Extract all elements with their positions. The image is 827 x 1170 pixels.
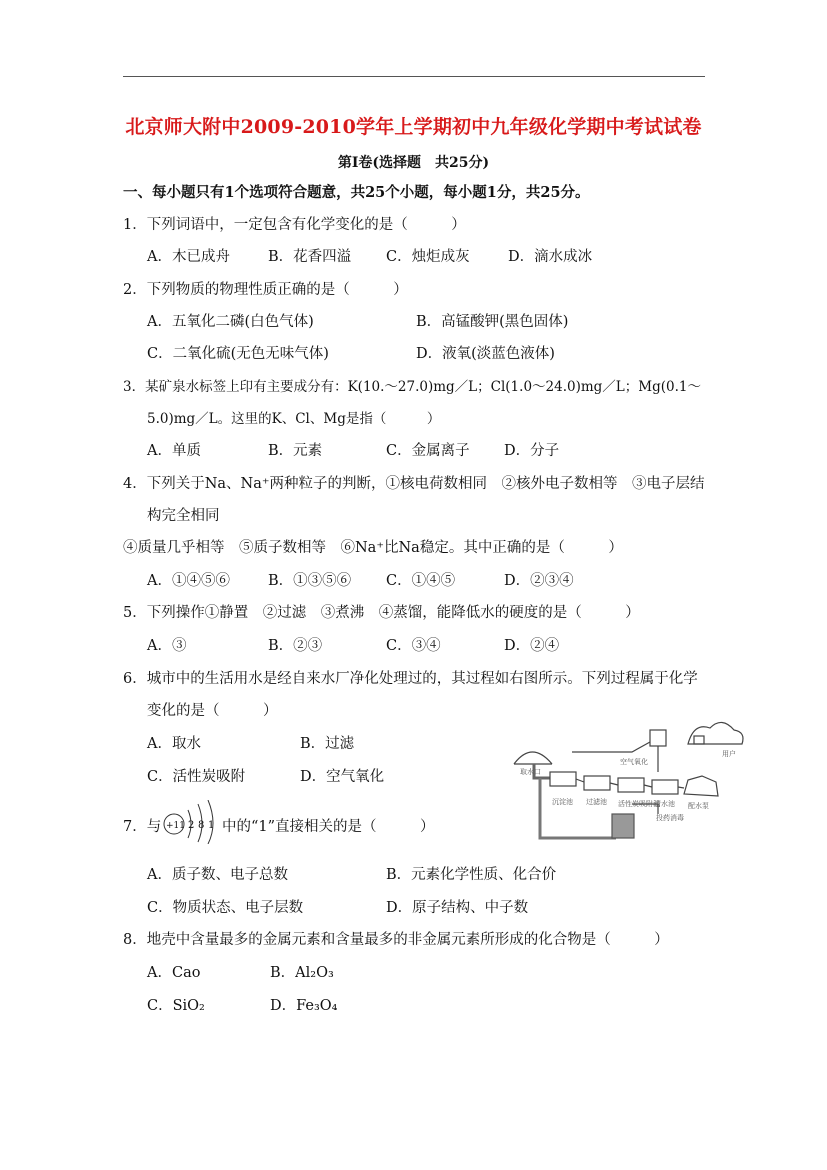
- question-1-stem: 1．下列词语中，一定包含有化学变化的是（ ）: [123, 217, 466, 233]
- question-3-stem-line-1: 3．某矿泉水标签上印有主要成分有：K(10.～27.0)mg／L；Cl(1.0～24.0)mg／L；Mg(0.1～: [123, 379, 701, 395]
- question-4-option-c: C．①④⑤: [386, 573, 456, 589]
- question-1-option-a: A．木已成舟: [147, 249, 230, 265]
- water-treatment-figure: [512, 712, 748, 846]
- question-1-option-c: C．烛炬成灰: [386, 249, 470, 265]
- question-7-stem-suffix: 中的“1”直接相关的是（ ）: [222, 819, 435, 835]
- question-2-stem: 2．下列物质的物理性质正确的是（ ）: [123, 282, 408, 298]
- figure-label-filtration: 过滤池: [586, 798, 607, 806]
- question-1-option-d: D．滴水成冰: [508, 249, 593, 265]
- figure-label-sedimentation: 沉淀池: [552, 798, 573, 806]
- question-7-stem-prefix: 7．与: [123, 819, 162, 835]
- question-8-option-c: C．SiO₂: [147, 998, 205, 1014]
- question-6-option-a: A．取水: [147, 736, 201, 752]
- sodium-atom-structure-diagram: [162, 800, 220, 844]
- question-2-option-d: D．液氧(淡蓝色液体): [416, 346, 555, 362]
- figure-label-clear-water: 清水池: [654, 800, 675, 808]
- question-6-stem-line-2: 变化的是（ ）: [147, 703, 278, 719]
- question-3-option-b: B．元素: [268, 443, 323, 459]
- question-4-option-d: D．②③④: [504, 573, 574, 589]
- section-heading: 一、每小题只有1个选项符合题意，共25个小题，每小题1分，共25分。: [123, 184, 590, 201]
- question-6-option-b: B．过滤: [300, 736, 355, 752]
- atom-shell-1-label: 2: [188, 820, 195, 831]
- question-4-stem-line-2: 构完全相同: [147, 508, 220, 524]
- atom-nucleus-label: +11: [166, 821, 185, 831]
- question-6-option-d: D．空气氧化: [300, 769, 385, 785]
- figure-label-pump: 配水泵: [688, 802, 709, 810]
- atom-shell-3-label: 1: [208, 820, 215, 831]
- question-5-option-c: C．③④: [386, 638, 441, 654]
- header-rule: [123, 76, 705, 77]
- question-4-stem-line-1: 4．下列关于Na、Na⁺两种粒子的判断，①核电荷数相同 ②核外电子数相等 ③电子层结: [123, 476, 705, 492]
- page-title: 北京师大附中2009-2010学年上学期初中九年级化学期中考试试卷: [125, 116, 702, 138]
- question-3-option-d: D．分子: [504, 443, 560, 459]
- question-3-option-a: A．单质: [147, 443, 201, 459]
- question-5-stem: 5．下列操作①静置 ②过滤 ③煮沸 ④蒸馏，能降低水的硬度的是（ ）: [123, 605, 640, 621]
- question-2-option-a: A．五氧化二磷(白色气体): [147, 314, 314, 330]
- question-6-option-c: C．活性炭吸附: [147, 769, 246, 785]
- question-4-stem-line-3: ④质量几乎相等 ⑤质子数相等 ⑥Na⁺比Na稳定。其中正确的是（ ）: [123, 540, 623, 556]
- question-2-option-b: B．高锰酸钾(黑色固体): [416, 314, 569, 330]
- figure-label-carbon: 活性炭吸附池: [618, 800, 660, 808]
- question-4-option-a: A．①④⑤⑥: [147, 573, 230, 589]
- question-8-option-b: B．Al₂O₃: [270, 965, 334, 981]
- question-5-option-d: D．②④: [504, 638, 560, 654]
- figure-label-users: 用户: [722, 750, 736, 758]
- question-1-option-b: B．花香四溢: [268, 249, 352, 265]
- atom-shell-2-label: 8: [198, 820, 205, 831]
- question-7-option-c: C．物质状态、电子层数: [147, 900, 304, 916]
- question-3-option-c: C．金属离子: [386, 443, 470, 459]
- question-8-option-d: D．Fe₃O₄: [270, 998, 338, 1014]
- question-4-option-b: B．①③⑤⑥: [268, 573, 352, 589]
- question-6-stem-line-1: 6．城市中的生活用水是经自来水厂净化处理过的，其过程如右图所示。下列过程属于化学: [123, 671, 698, 687]
- question-7-option-d: D．原子结构、中子数: [386, 900, 529, 916]
- question-3-stem-line-2: 5.0)mg／L。这里的K、Cl、Mg是指（ ）: [147, 411, 441, 427]
- question-2-option-c: C．二氧化硫(无色无味气体): [147, 346, 329, 362]
- question-7-option-a: A．质子数、电子总数: [147, 867, 288, 883]
- question-8-stem: 8．地壳中含量最多的金属元素和含量最多的非金属元素所形成的化合物是（ ）: [123, 932, 669, 948]
- figure-label-intake: 取水口: [520, 768, 541, 776]
- question-5-option-a: A．③: [147, 638, 187, 654]
- section-subtitle: 第Ⅰ卷(选择题 共25分): [337, 155, 490, 171]
- question-8-option-a: A．Cao: [147, 965, 201, 981]
- figure-label-disinfection: 投药消毒: [656, 814, 684, 822]
- question-7-option-b: B．元素化学性质、化合价: [386, 867, 557, 883]
- question-5-option-b: B．②③: [268, 638, 323, 654]
- figure-label-aeration: 空气氧化: [620, 758, 648, 766]
